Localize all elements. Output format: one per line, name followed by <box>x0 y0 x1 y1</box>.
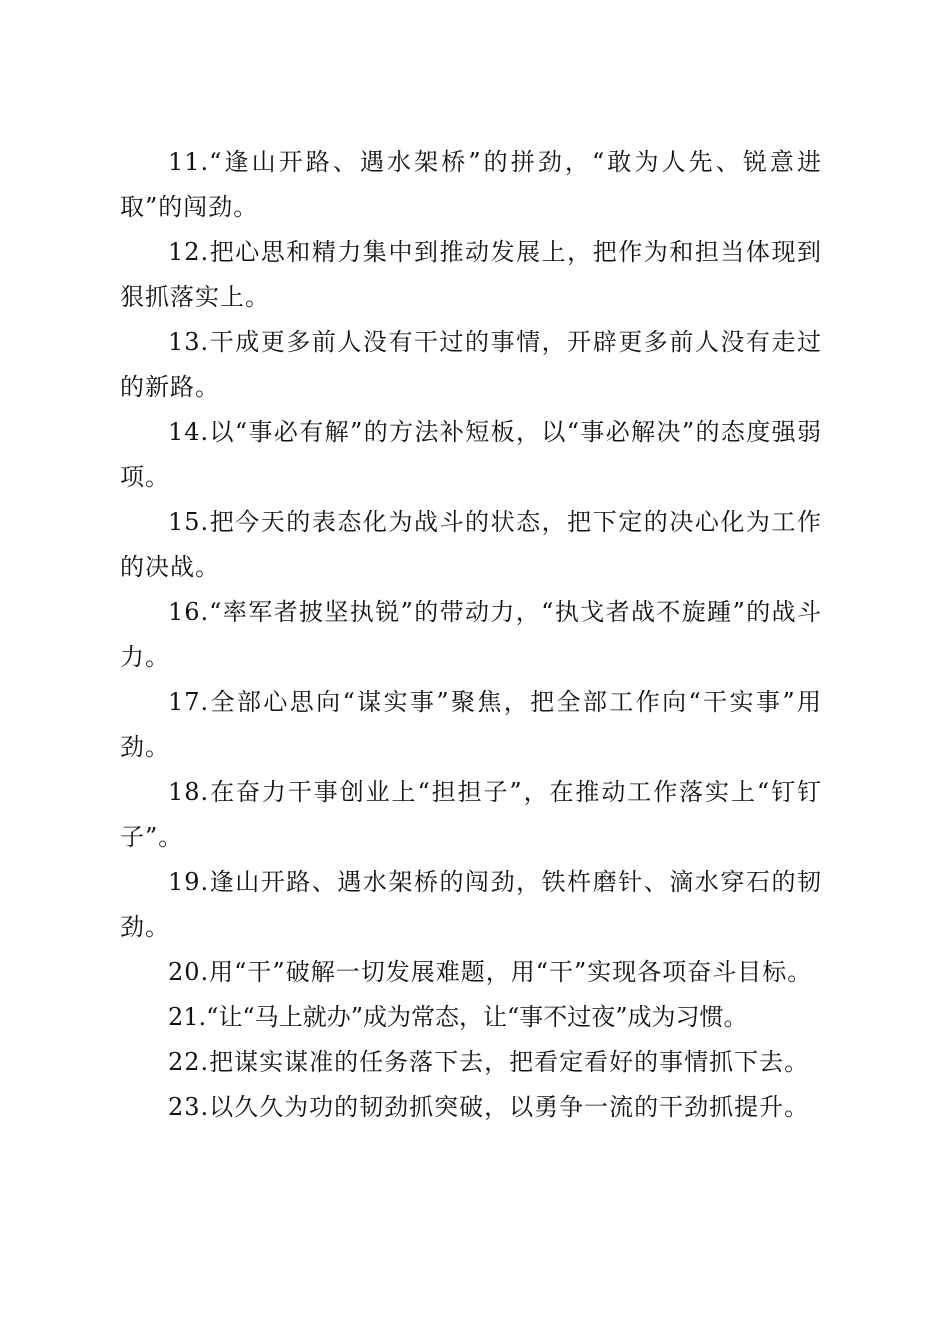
document-body <box>120 140 822 1130</box>
list-item: 14.以“事必有解”的方法补短板，以“事必解决”的态度强弱项。 <box>120 418 822 491</box>
list-item: 16.“率军者披坚执锐”的带动力，“执戈者战不旋踵”的战斗力。 <box>120 598 822 671</box>
list-item: 21.“让“马上就办”成为常态，让“事不过夜”成为习惯。 <box>168 1003 748 1031</box>
list-item: 18.在奋力干事创业上“担担子”，在推动工作落实上“钉钉子”。 <box>120 778 822 851</box>
list-item: 13.干成更多前人没有干过的事情，开辟更多前人没有走过的新路。 <box>120 328 822 401</box>
list-item: 19.逢山开路、遇水架桥的闯劲，铁杵磨针、滴水穿石的韧劲。 <box>120 868 822 941</box>
list-item: 20.用“干”破解一切发展难题，用“干”实现各项奋斗目标。 <box>168 958 813 986</box>
list-item: 15.把今天的表态化为战斗的状态，把下定的决心化为工作的决战。 <box>120 508 822 581</box>
list-item: 23.以久久为功的韧劲抓突破，以勇争一流的干劲抓提升。 <box>168 1093 810 1121</box>
list-item: 22.把谋实谋准的任务落下去，把看定看好的事情抓下去。 <box>168 1048 810 1076</box>
list-item: 12.把心思和精力集中到推动发展上，把作为和担当体现到狠抓落实上。 <box>120 238 822 311</box>
list-item: 17.全部心思向“谋实事”聚焦，把全部工作向“干实事”用劲。 <box>120 688 822 761</box>
list-item: 11.“逢山开路、遇水架桥”的拼劲，“敢为人先、锐意进取”的闯劲。 <box>120 148 822 221</box>
